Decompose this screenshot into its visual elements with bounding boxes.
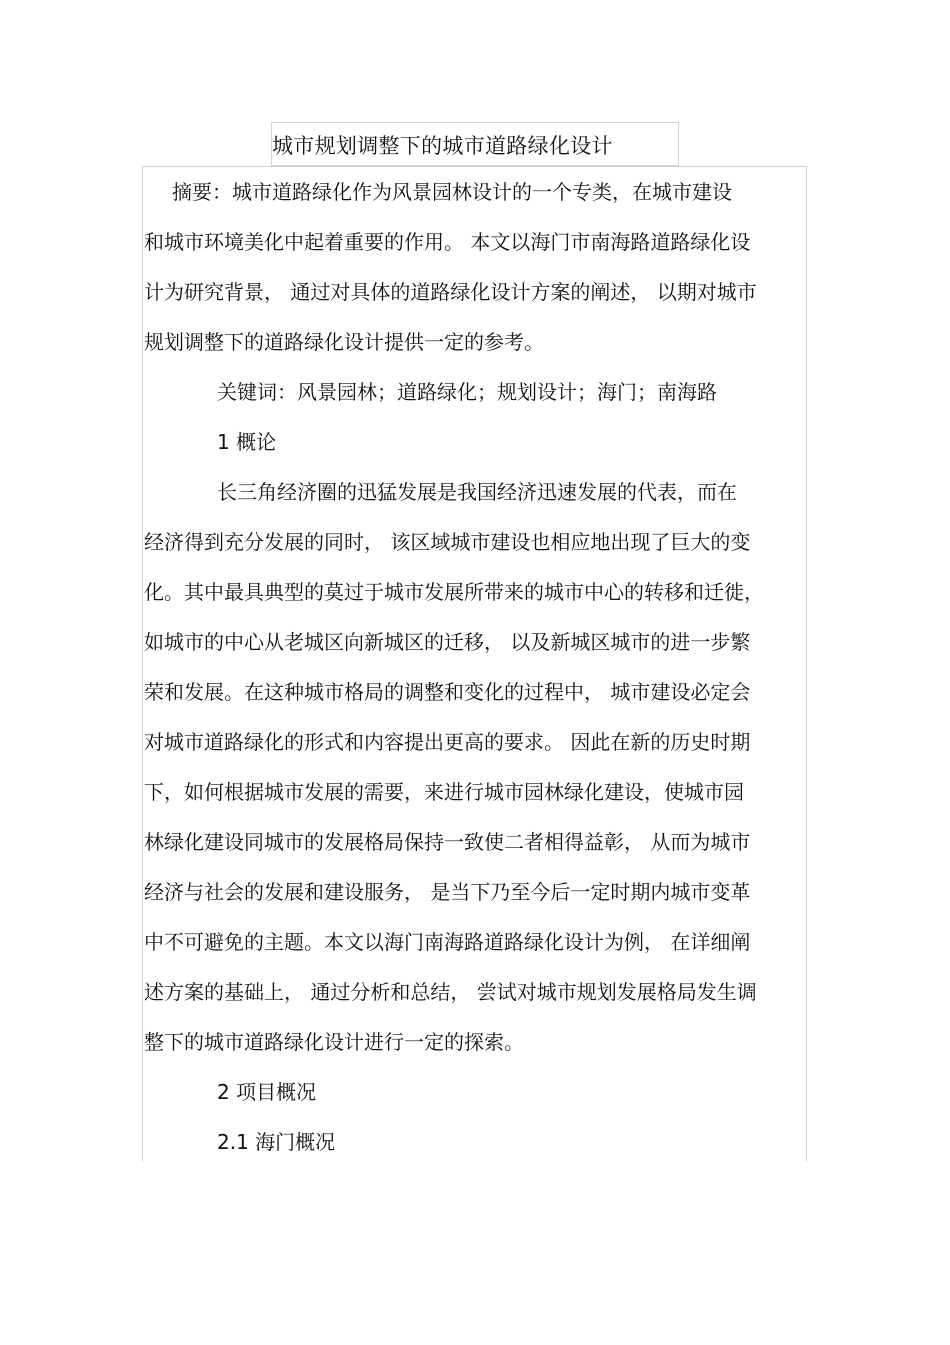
- body-line: 化。其中最具典型的莫过于城市发展所带来的城市中心的转移和迁徙，: [144, 580, 764, 604]
- body-line: 对城市道路绿化的形式和内容提出更高的要求。 因此在新的历史时期: [144, 730, 751, 754]
- text-frame-left-border: [142, 166, 143, 1162]
- body-line: 经济得到充分发展的同时， 该区域城市建设也相应地出现了巨大的变: [144, 530, 751, 554]
- body-line: 下，如何根据城市发展的需要，来进行城市园林绿化建设，使城市园: [144, 780, 744, 804]
- section-1-heading: 1 概论: [217, 430, 277, 454]
- body-line: 述方案的基础上， 通过分析和总结， 尝试对城市规划发展格局发生调: [144, 980, 757, 1004]
- body-line: 整下的城市道路绿化设计进行一定的探索。: [144, 1030, 524, 1054]
- body-line: 林绿化建设同城市的发展格局保持一致使二者相得益彰， 从而为城市: [144, 830, 751, 854]
- body-line: 长三角经济圈的迅猛发展是我国经济迅速发展的代表，而在: [217, 480, 737, 504]
- text-frame-top-border: [142, 166, 807, 167]
- section-2-heading: 2 项目概况: [217, 1080, 317, 1104]
- abstract-line: 和城市环境美化中起着重要的作用。 本文以海门市南海路道路绿化设: [144, 230, 751, 254]
- text-frame-right-border: [806, 166, 807, 1162]
- section-2-1-heading: 2.1 海门概况: [217, 1130, 336, 1154]
- body-line: 荣和发展。在这种城市格局的调整和变化的过程中， 城市建设必定会: [144, 680, 751, 704]
- abstract-line: 规划调整下的道路绿化设计提供一定的参考。: [144, 330, 544, 354]
- body-line: 经济与社会的发展和建设服务， 是当下乃至今后一定时期内城市变革: [144, 880, 751, 904]
- document-title: 城市规划调整下的城市道路绿化设计: [272, 134, 613, 158]
- abstract-line: 计为研究背景， 通过对具体的道路绿化设计方案的阐述， 以期对城市: [144, 280, 757, 304]
- body-line: 中不可避免的主题。本文以海门南海路道路绿化设计为例， 在详细阐: [144, 930, 751, 954]
- body-line: 如城市的中心从老城区向新城区的迁移， 以及新城区城市的进一步繁: [144, 630, 751, 654]
- abstract-line: 摘要：城市道路绿化作为风景园林设计的一个专类，在城市建设: [172, 180, 732, 204]
- keywords-line: 关键词：风景园林；道路绿化；规划设计；海门；南海路: [217, 380, 717, 404]
